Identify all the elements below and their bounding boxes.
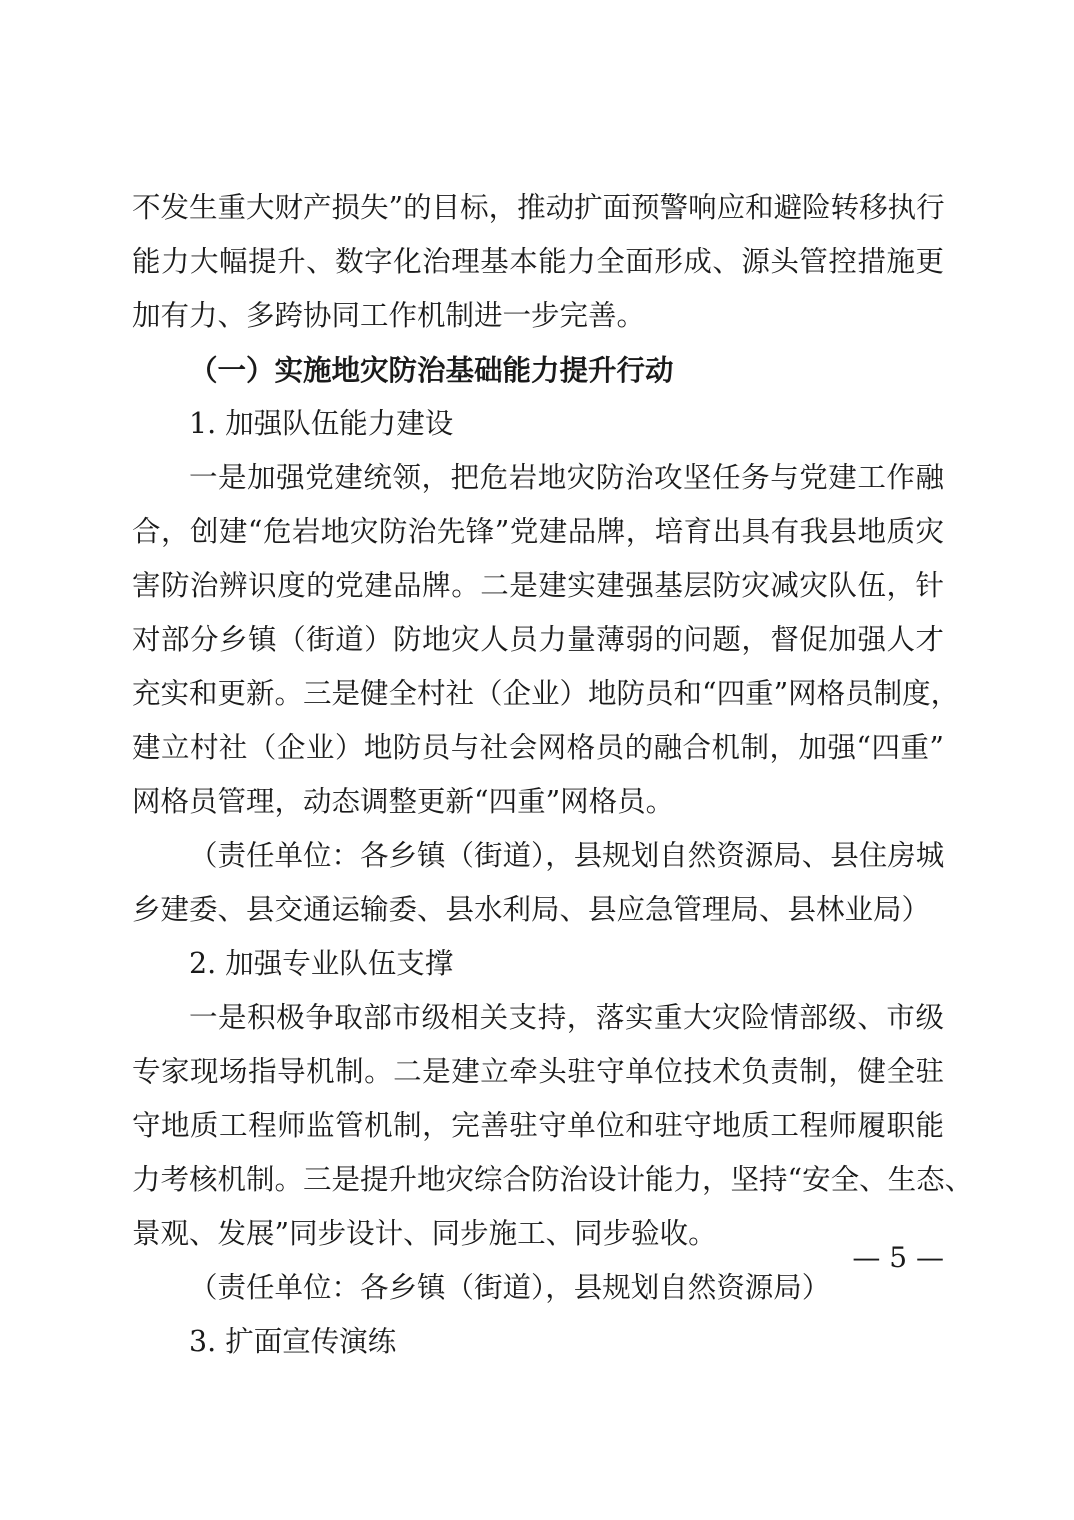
paragraph-line: 合，创建“危岩地灾防治先锋”党建品牌，培育出具有我县地质灾 <box>132 515 944 548</box>
paragraph-line: 网格员管理，动态调整更新“四重”网格员。 <box>132 785 675 818</box>
subsection-heading: 1. 加强队伍能力建设 <box>189 407 454 440</box>
paragraph-line: 建立村社（企业）地防员与社会网格员的融合机制，加强“四重” <box>132 731 944 764</box>
subsection-heading: 2. 加强专业队伍支撑 <box>189 947 454 980</box>
responsibility-line: 乡建委、县交通运输委、县水利局、县应急管理局、县林业局） <box>132 893 931 926</box>
responsibility-line: （责任单位：各乡镇（街道），县规划自然资源局） <box>189 1271 831 1304</box>
paragraph-line: 充实和更新。三是健全村社（企业）地防员和“四重”网格员制度， <box>132 677 960 710</box>
paragraph-line: 对部分乡镇（街道）防地灾人员力量薄弱的问题，督促加强人才 <box>132 623 944 656</box>
paragraph-line: 景观、发展”同步设计、同步施工、同步验收。 <box>132 1217 717 1250</box>
responsibility-line: （责任单位：各乡镇（街道），县规划自然资源局、县住房城 <box>189 839 945 872</box>
paragraph-line: 不发生重大财产损失”的目标，推动扩面预警响应和避险转移执行 <box>132 191 945 224</box>
page-number: — 5 — <box>852 1241 944 1274</box>
paragraph-line: 害防治辨识度的党建品牌。二是建实建强基层防灾减灾队伍，针 <box>132 569 944 602</box>
paragraph-line: 一是加强党建统领，把危岩地灾防治攻坚任务与党建工作融 <box>189 461 944 494</box>
paragraph-line: 能力大幅提升、数字化治理基本能力全面形成、源头管控措施更 <box>132 245 944 278</box>
paragraph-line: 一是积极争取部市级相关支持，落实重大灾险情部级、市级 <box>189 1001 944 1034</box>
paragraph-line: 加有力、多跨协同工作机制进一步完善。 <box>132 299 646 332</box>
paragraph-line: 专家现场指导机制。二是建立牵头驻守单位技术负责制，健全驻 <box>132 1055 944 1088</box>
section-heading: （一）实施地灾防治基础能力提升行动 <box>189 353 674 387</box>
subsection-heading: 3. 扩面宣传演练 <box>189 1325 397 1358</box>
paragraph-line: 守地质工程师监管机制，完善驻守单位和驻守地质工程师履职能 <box>132 1109 944 1142</box>
paragraph-line: 力考核机制。三是提升地灾综合防治设计能力，坚持“安全、生态、 <box>132 1163 974 1196</box>
